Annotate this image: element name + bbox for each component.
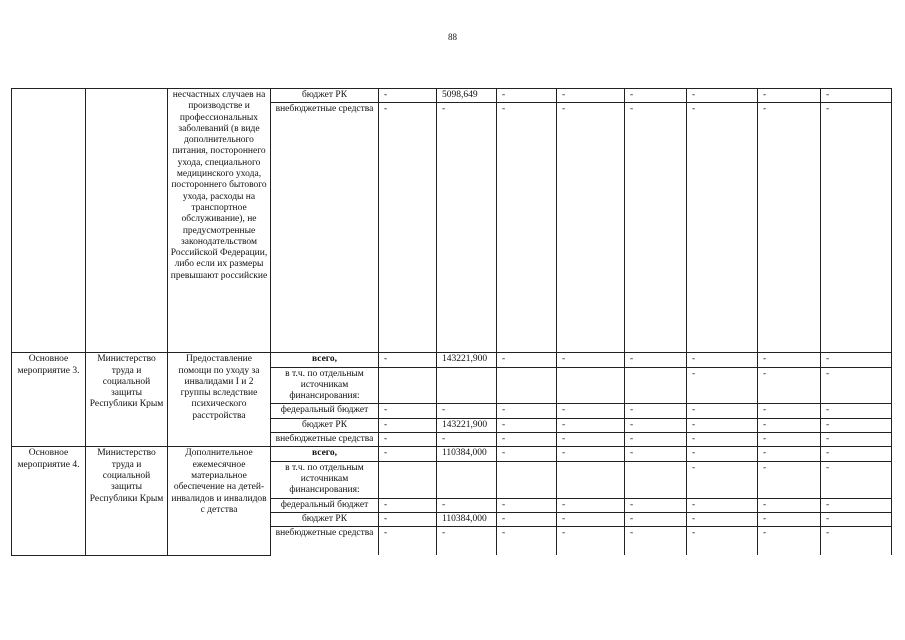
value-cell: -: [497, 527, 557, 556]
value-cell: -: [687, 89, 758, 103]
value-cell: [557, 461, 625, 498]
value-cell: -: [379, 418, 437, 432]
value-cell: -: [758, 512, 821, 526]
value-cell: -: [821, 433, 892, 447]
value-cell: -: [557, 527, 625, 556]
value-cell: -: [625, 103, 687, 353]
value-cell: 110384,000: [437, 512, 497, 526]
value-cell: -: [687, 527, 758, 556]
value-cell: -: [758, 418, 821, 432]
value-cell: -: [437, 527, 497, 556]
value-cell: -: [497, 353, 557, 367]
value-cell: -: [821, 353, 892, 367]
value-cell: -: [625, 404, 687, 418]
value-cell: 143221,900: [437, 353, 497, 367]
value-cell: -: [497, 447, 557, 461]
value-cell: -: [687, 512, 758, 526]
value-cell: [379, 367, 437, 404]
value-cell: -: [821, 512, 892, 526]
value-cell: -: [497, 89, 557, 103]
value-cell: [497, 461, 557, 498]
value-cell: [625, 461, 687, 498]
value-cell: [625, 367, 687, 404]
value-cell: -: [687, 404, 758, 418]
value-cell: -: [687, 498, 758, 512]
source-cell: всего,: [271, 353, 379, 367]
event-cell: [12, 89, 86, 353]
description-cell: Предоставление помощи по уходу за инвалидами I и 2 группы вследствие психического расстройства: [168, 353, 271, 447]
source-cell: бюджет РК: [271, 418, 379, 432]
value-cell: [379, 461, 437, 498]
value-cell: -: [379, 512, 437, 526]
value-cell: -: [758, 367, 821, 404]
value-cell: 5098,649: [437, 89, 497, 103]
value-cell: -: [379, 433, 437, 447]
value-cell: -: [687, 103, 758, 353]
financing-table: [11, 88, 892, 556]
value-cell: -: [557, 404, 625, 418]
value-cell: -: [821, 418, 892, 432]
value-cell: -: [821, 367, 892, 404]
source-cell: федеральный бюджет: [271, 498, 379, 512]
page-number: 88: [448, 32, 457, 42]
source-cell: федеральный бюджет: [271, 404, 379, 418]
event-cell: Основное мероприятие 4.: [12, 447, 86, 555]
table-row: [12, 353, 892, 367]
source-cell: внебюджетные средства: [271, 103, 379, 353]
value-cell: -: [497, 103, 557, 353]
executor-cell: [86, 89, 168, 353]
value-cell: -: [821, 447, 892, 461]
value-cell: -: [758, 447, 821, 461]
value-cell: [497, 367, 557, 404]
value-cell: -: [687, 447, 758, 461]
value-cell: -: [557, 418, 625, 432]
value-cell: -: [625, 447, 687, 461]
value-cell: -: [557, 353, 625, 367]
value-cell: -: [821, 89, 892, 103]
value-cell: -: [758, 353, 821, 367]
description-cell: несчастных случаев на производстве и профессиональных заболеваний (в виде дополнительного питания, постороннего ухода, специального медицинского ухода, постороннего бытового ухода, расходы на транспортное обслуживание), не предусмотренные законодательством Российской Федерации, либо если их размеры превышают российские: [168, 89, 271, 353]
value-cell: -: [497, 418, 557, 432]
value-cell: -: [497, 433, 557, 447]
source-cell: в т.ч. по отдельным источникам финансирования:: [271, 367, 379, 404]
value-cell: 110384,000: [437, 447, 497, 461]
value-cell: -: [821, 103, 892, 353]
value-cell: -: [557, 433, 625, 447]
value-cell: -: [557, 447, 625, 461]
value-cell: -: [821, 527, 892, 556]
value-cell: -: [557, 498, 625, 512]
value-cell: -: [758, 103, 821, 353]
value-cell: -: [437, 404, 497, 418]
value-cell: -: [758, 89, 821, 103]
executor-cell: Министерство труда и социальной защиты Республики Крым: [86, 353, 168, 447]
value-cell: 143221,900: [437, 418, 497, 432]
value-cell: -: [497, 404, 557, 418]
source-cell: всего,: [271, 447, 379, 461]
value-cell: -: [687, 353, 758, 367]
value-cell: -: [821, 498, 892, 512]
value-cell: -: [379, 527, 437, 556]
value-cell: -: [557, 512, 625, 526]
table-row: [12, 447, 892, 461]
value-cell: -: [625, 353, 687, 367]
value-cell: -: [687, 461, 758, 498]
value-cell: -: [821, 461, 892, 498]
event-cell: Основное мероприятие 3.: [12, 353, 86, 447]
value-cell: -: [687, 418, 758, 432]
value-cell: -: [821, 404, 892, 418]
value-cell: -: [625, 512, 687, 526]
value-cell: [557, 367, 625, 404]
source-cell: в т.ч. по отдельным источникам финансирования:: [271, 461, 379, 498]
value-cell: [437, 367, 497, 404]
source-cell: бюджет РК: [271, 512, 379, 526]
value-cell: -: [625, 433, 687, 447]
value-cell: -: [497, 512, 557, 526]
value-cell: -: [379, 89, 437, 103]
value-cell: -: [625, 498, 687, 512]
source-cell: внебюджетные средства: [271, 433, 379, 447]
value-cell: -: [687, 367, 758, 404]
source-cell: внебюджетные средства: [271, 527, 379, 556]
table-row: [12, 89, 892, 103]
value-cell: -: [379, 498, 437, 512]
value-cell: -: [379, 103, 437, 353]
value-cell: -: [379, 447, 437, 461]
value-cell: -: [497, 498, 557, 512]
value-cell: -: [557, 103, 625, 353]
value-cell: -: [625, 418, 687, 432]
value-cell: -: [758, 461, 821, 498]
value-cell: -: [758, 527, 821, 556]
value-cell: -: [557, 89, 625, 103]
value-cell: -: [758, 404, 821, 418]
value-cell: -: [379, 353, 437, 367]
description-cell: Дополнительное ежемесячное материальное обеспечение на детей-инвалидов и инвалидов с детства: [168, 447, 271, 555]
value-cell: -: [758, 498, 821, 512]
value-cell: -: [758, 433, 821, 447]
value-cell: -: [379, 404, 437, 418]
source-cell: бюджет РК: [271, 89, 379, 103]
value-cell: -: [437, 498, 497, 512]
value-cell: -: [687, 433, 758, 447]
value-cell: -: [625, 527, 687, 556]
value-cell: [437, 461, 497, 498]
value-cell: -: [437, 433, 497, 447]
value-cell: -: [625, 89, 687, 103]
value-cell: -: [437, 103, 497, 353]
executor-cell: Министерство труда и социальной защиты Республики Крым: [86, 447, 168, 555]
